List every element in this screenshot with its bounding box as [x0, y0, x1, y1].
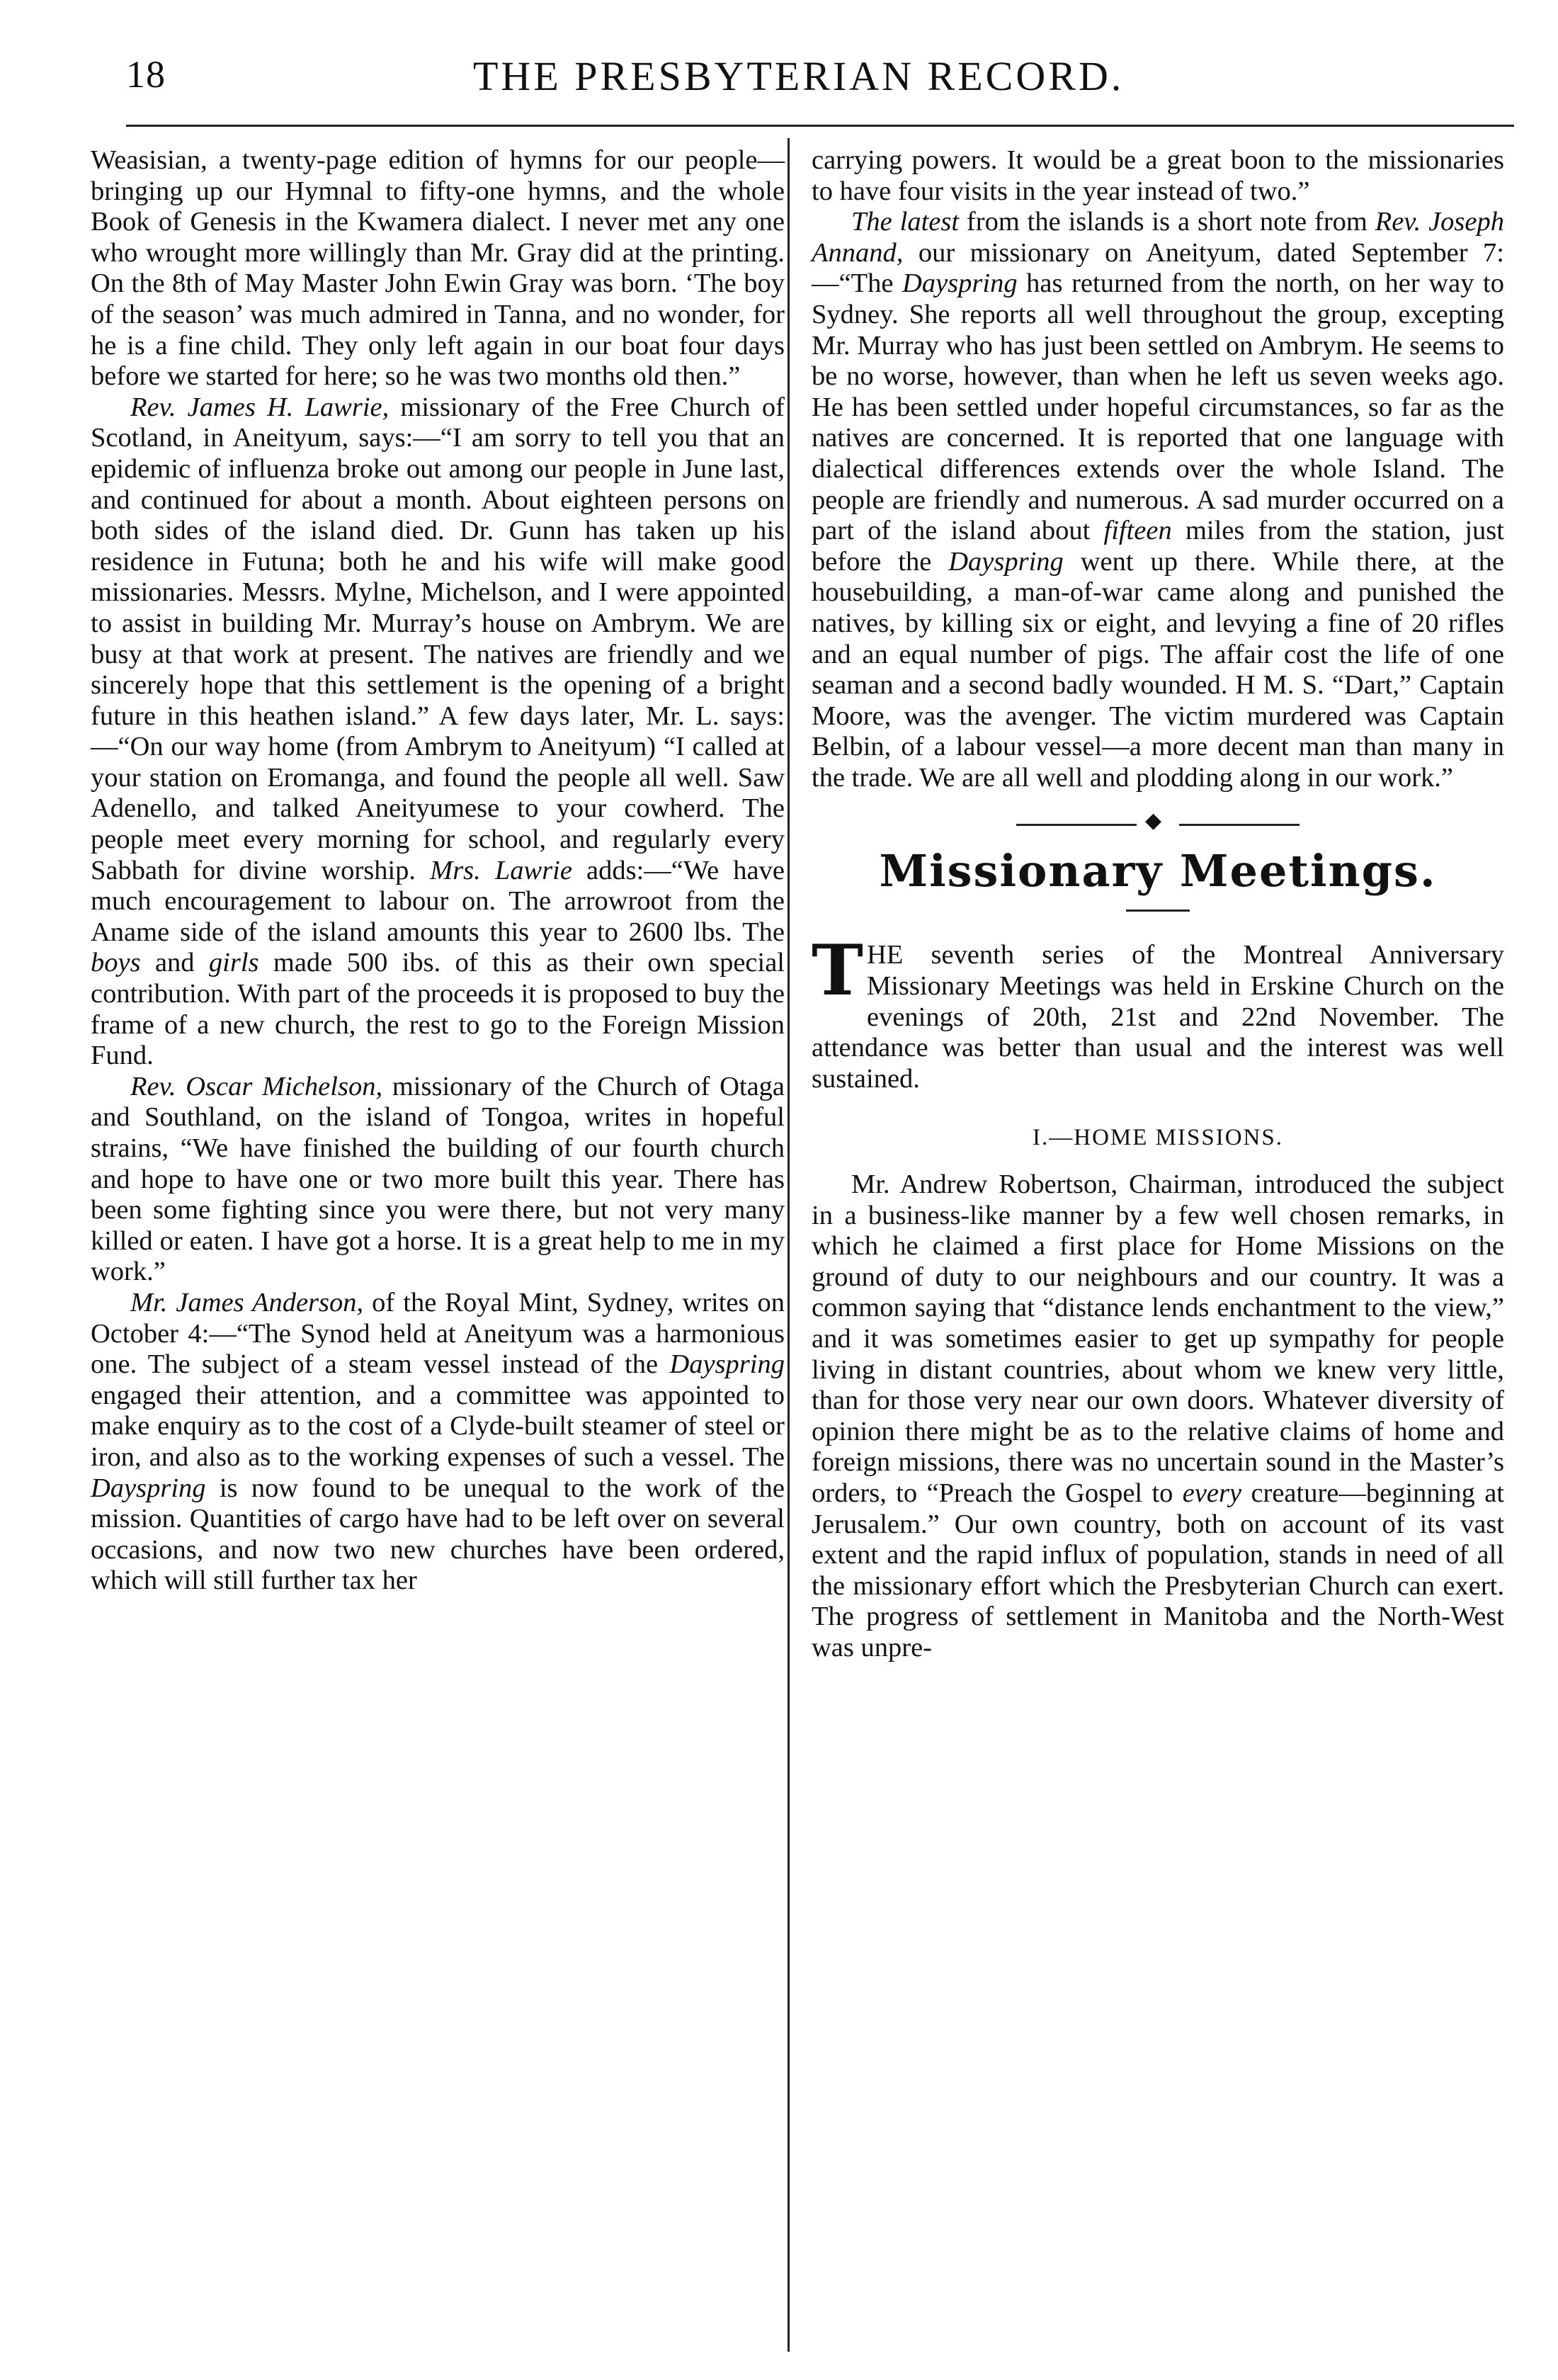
section-heading: Missionary Meetings.: [879, 845, 1437, 897]
paragraph-annand: The latest from the islands is a short note from Rev. Joseph Annand, our missionary on Aneityum, dated September 7:—“The Dayspring has returned from the north, on her way to Sydney. She reports all well throughout the group, excepting Mr. Murray who has just been settled on Ambrym. He seems to be no worse, however, than when he left us seven weeks ago. He has been settled under hopeful circumstances, so far as the natives are concerned. It is reported that one language with dialectical differences extends over the whole Island. The people are friendly and numerous. A sad murder occurred on a part of the island about fifteen miles from the station, just before the Dayspring went up there. While there, at the housebuilding, a man-of-war came along and punished the natives, by killing six or eight, and levying a fine of 20 rifles and an equal number of pigs. The affair cost the life of one seaman and a second badly wounded. H M. S. “Dart,” Captain Moore, was the avenger. The victim murdered was Captain Belbin, of a labour vessel—a more decent man than many in the trade. We are all well and plodding along in our work.”: [812, 207, 1505, 793]
left-column: [91, 145, 785, 1597]
paragraph-carrying-powers: carrying powers. It would be a great boon to the missionaries to have four visits in the year instead of two.”: [812, 145, 1504, 206]
header-rule: [126, 125, 1514, 127]
right-column: [812, 145, 1504, 1664]
ship-name: Dayspring: [669, 1349, 785, 1380]
paragraph-anderson: Mr. James Anderson, of the Royal Mint, Sydney, writes on October 4:—“The Synod held at Aneityum was a harmonious one. The subject of a steam vessel instead of the Dayspring engaged their attention, and a committee was appointed to make enquiry as to the cost of a Clyde-built steamer of steel or iron, and also as to the working expenses of such a vessel. The Dayspring is now found to be unequal to the work of the mission. Quantities of cargo have had to be left over on several occasions, and now two new churches have been ordered, which will still further tax her: [91, 1287, 785, 1596]
name-michelson: Rev. Oscar Michelson,: [130, 1071, 383, 1101]
paragraph-hymns: Weasisian, a twenty-page edition of hymns for our people—bringing up our Hymnal to fifty-one hymns, and the whole Book of Genesis in the Kwamera dialect. I never met any one who wrought more willingly than Mr. Gray did at the printing. On the 8th of May Master John Ewin Gray was born. ‘The boy of the season’ was much admired in Tanna, and no wonder, for he is a fine child. They only left again in our boat four days before we started for here; so he was two months old then.”: [91, 145, 785, 392]
page-header: [91, 44, 1507, 108]
divider-line-left: [1016, 824, 1137, 826]
drop-cap-letter: T: [812, 930, 863, 1012]
name-mrs-lawrie: Mrs. Lawrie: [430, 855, 572, 885]
subheading-home-missions: I.—HOME MISSIONS.: [1033, 1125, 1283, 1151]
paragraph-lawrie: Rev. James H. Lawrie, missionary of the Free Church of Scotland, in Aneityum, says:—“I am sorry to tell you that an epidemic of influenza broke out among our people in June last, and continued for about a month. About eighteen persons on both sides of the island died. Dr. Gunn has taken up his residence in Futuna; both he and his wife will make good missionaries. Messrs. Mylne, Michelson, and I were appointed to assist in building Mr. Murray’s house on Ambrym. We are busy at that work at present. The natives are friendly and we sincerely hope that this settlement is the opening of a bright future in this heathen island.” A few days later, Mr. L. says:—“On our way home (from Ambrym to Aneityum) “I called at your station on Eromanga, and found the people all well. Saw Adenello, and talked Aneityumese to your cowherd. The people meet every morning for school, and regularly every Sabbath for divine worship. Mrs. Lawrie adds:—“We have much encouragement to labour on. The arrowroot from the Aname side of the island amounts this year to 2600 lbs. The boys and girls made 500 ibs. of this as their own special contribution. With part of the proceeds it is proposed to buy the frame of a new church, the rest to go to the Foreign Mission Fund.: [91, 392, 785, 1071]
page-number: 18: [126, 53, 166, 96]
name-anderson: Mr. James Anderson,: [130, 1287, 364, 1318]
section-divider: [1016, 809, 1300, 833]
paragraph-seventh-series: THE seventh series of the Montreal Anniversary Missionary Meetings was held in Erskine Church on the evenings of 20th, 21st and 22nd November. The attendance was better than usual and the interest was well sustained.: [812, 930, 1504, 1094]
word-every: every: [1182, 1478, 1242, 1508]
ship-name: Dayspring: [948, 546, 1064, 577]
word-boys: boys: [91, 948, 141, 978]
name-annand: Rev. Joseph Annand,: [812, 207, 1504, 268]
heading-underline: [1126, 910, 1190, 912]
word-girls: girls: [208, 948, 259, 978]
name-lawrie: Rev. James H. Lawrie,: [130, 392, 390, 422]
ship-name: Dayspring: [902, 268, 1018, 299]
paragraph-michelson: Rev. Oscar Michelson, missionary of the Church of Otaga and Southland, on the island of Tongoa, writes in hopeful strains, “We have finished the building of our fourth church and hope to have one or two more built this year. There has been some fighting since you were there, but not very many killed or eaten. I have got a horse. It is a great help to me in my work.”: [91, 1071, 785, 1287]
running-title: THE PRESBYTERIAN RECORD.: [473, 53, 1125, 99]
ship-name: Dayspring: [91, 1473, 206, 1503]
divider-line-right: [1179, 824, 1300, 826]
phrase-the-latest: The latest: [851, 207, 960, 237]
word-fifteen: fifteen: [1103, 516, 1172, 546]
paragraph-robertson: Mr. Andrew Robertson, Chairman, introduced the subject in a business-like manner by a few well chosen remarks, in which he claimed a first place for Home Missions on the ground of duty to our neighbours and our country. It was a common saying that “distance lends enchantment to the view,” and it was sometimes easier to get up sympathy for people living in distant countries, about whom we knew very little, than for those very near our own doors. Whatever diversity of opinion there might be as to the relative claims of home and foreign missions, there was no uncertain sound in the Master’s orders, to “Preach the Gospel to every creature—beginning at Jerusalem.” Our own country, both on account of its vast extent and the rapid influx of population, stands in need of all the missionary effort which the Presbyterian Church can exert. The progress of settlement in Manitoba and the North-West was unpre-: [812, 1169, 1504, 1662]
column-divider: [787, 138, 790, 2352]
diamond-ornament-icon: ◆: [1145, 809, 1162, 833]
